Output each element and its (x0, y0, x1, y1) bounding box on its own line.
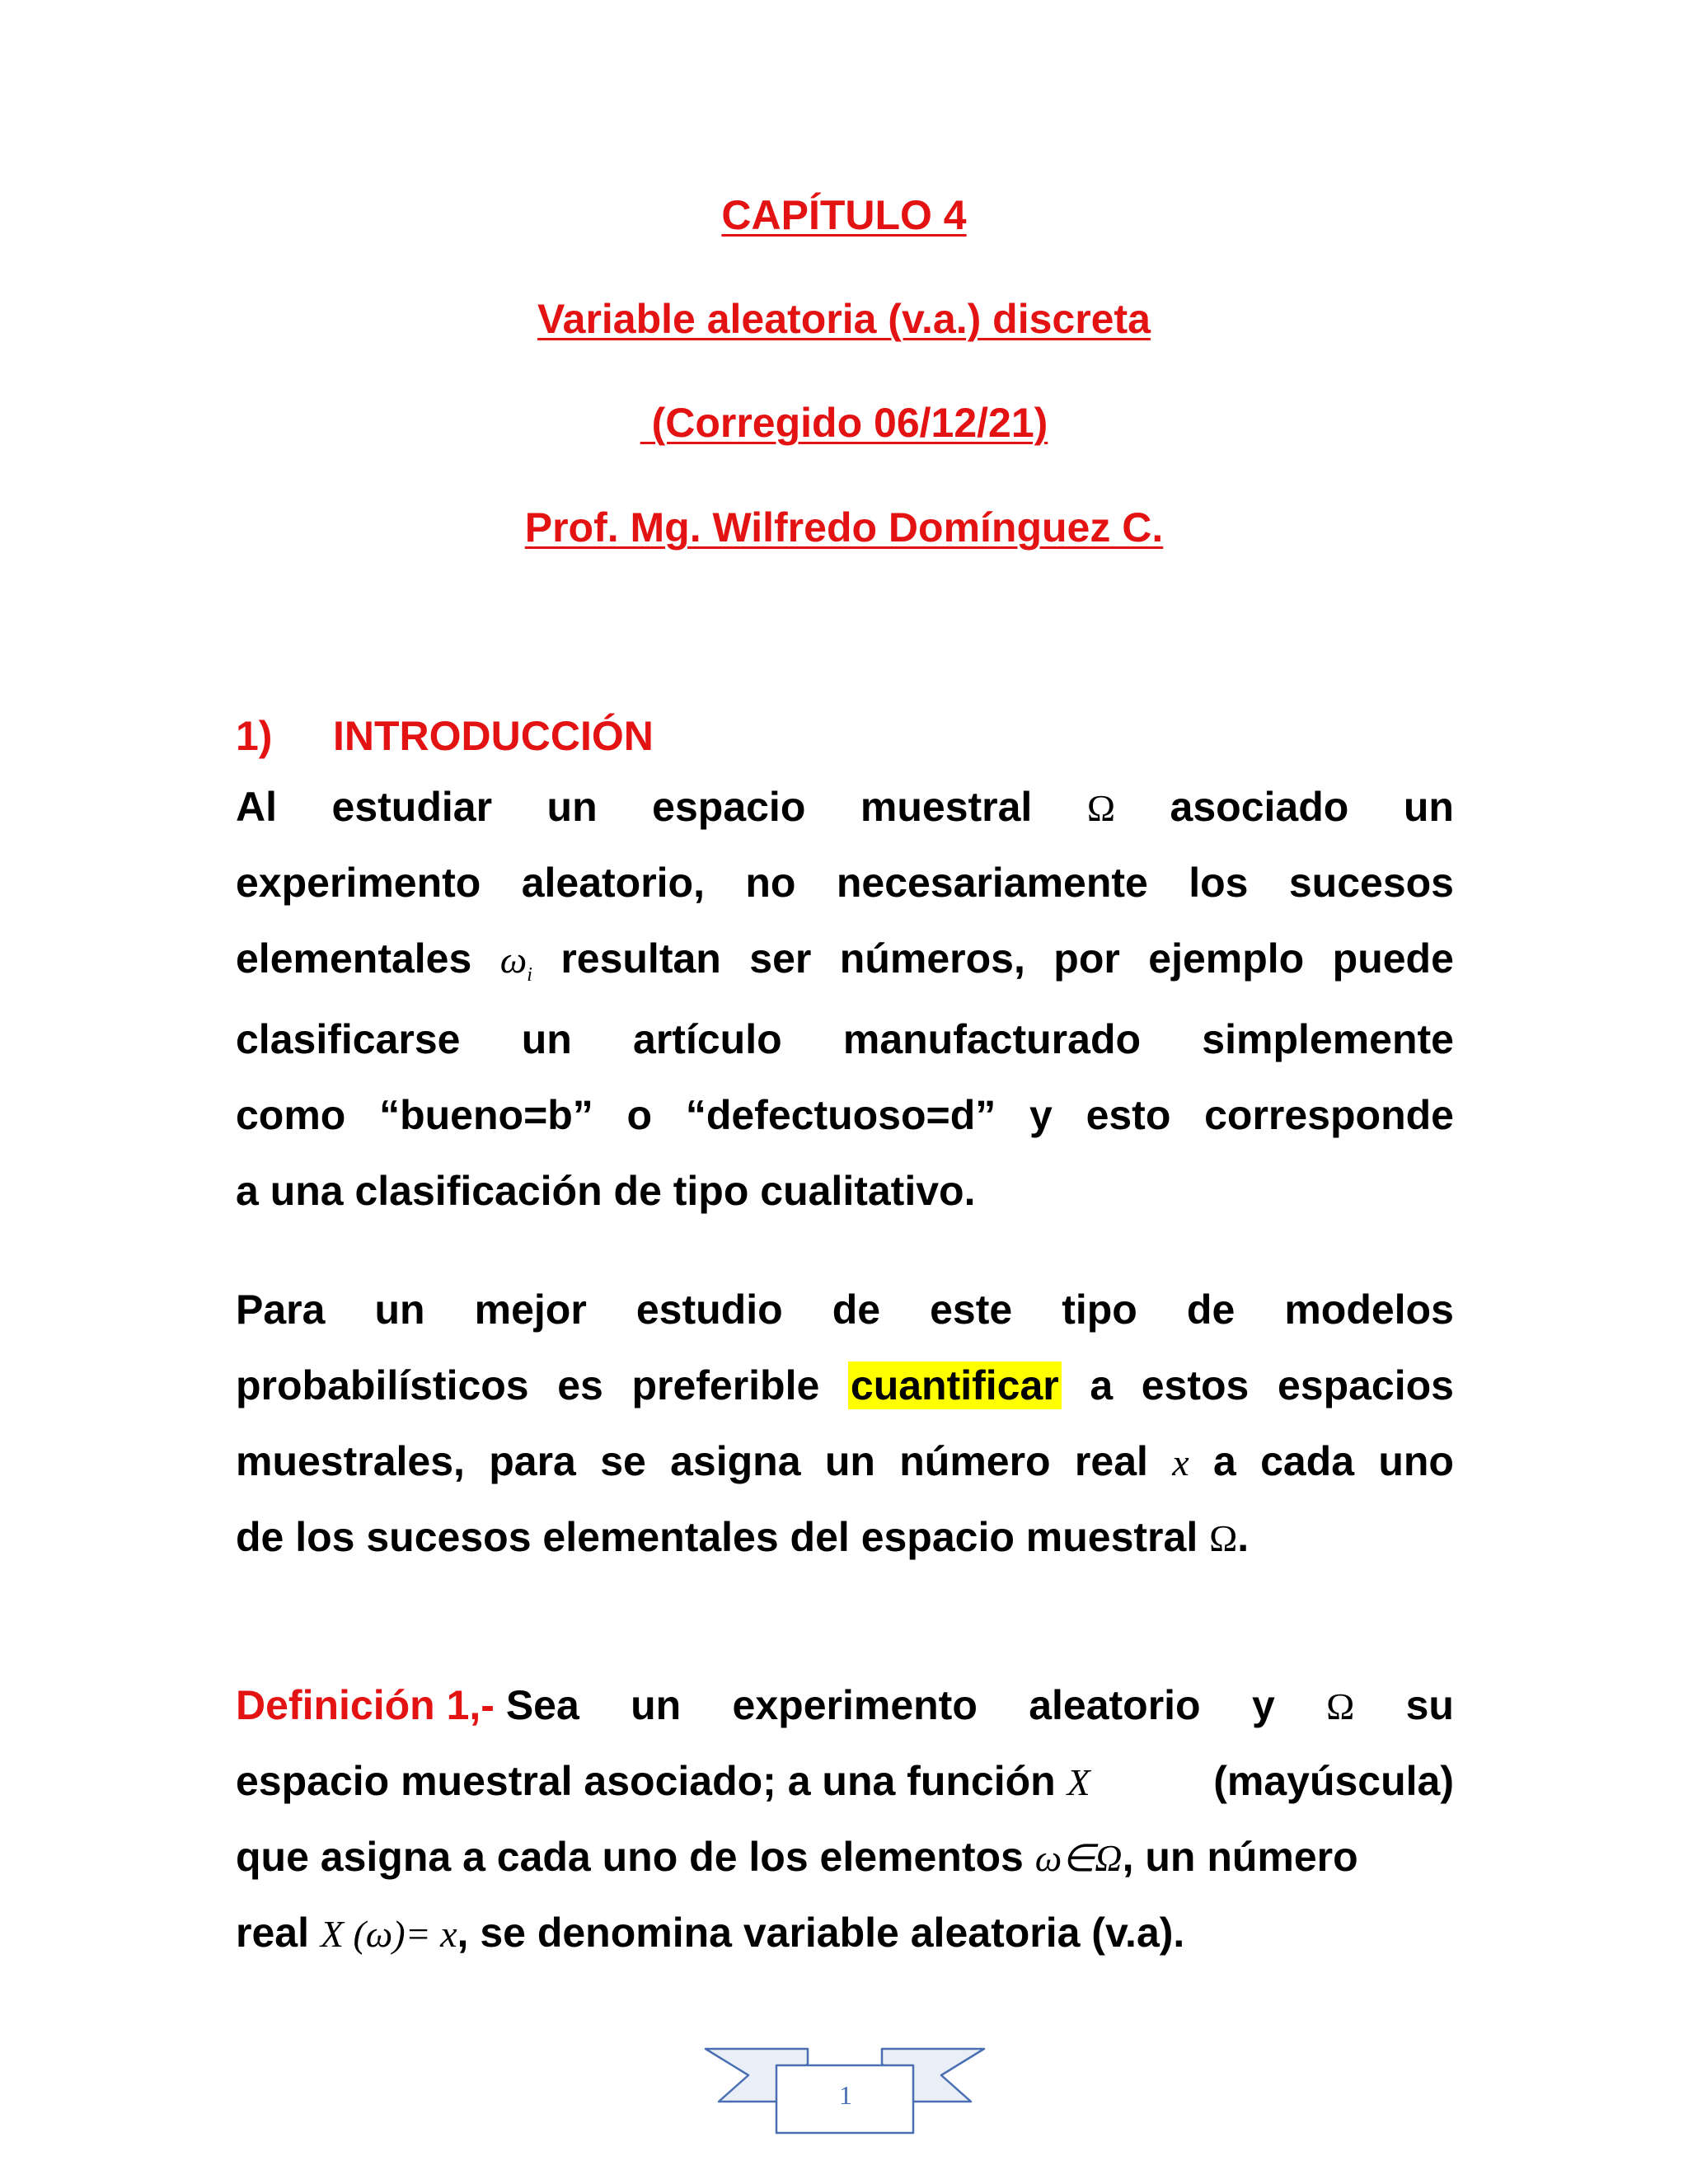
highlighted-word: cuantificar (848, 1361, 1062, 1409)
omega-symbol: Ω (1209, 1517, 1238, 1559)
para2-line-2: probabilísticos es preferible cuantificar a estos espacios (236, 1362, 1454, 1408)
definition-line-3: que asigna a cada uno de los elementos ω∈Ω, un número (236, 1834, 1358, 1880)
section-title: INTRODUCCIÓN (333, 713, 654, 759)
intro-line-3: elementales $\omega_i$ resultan ser números, por ejemplo puede (236, 935, 1454, 986)
intro-line-2: experimento aleatorio, no necesariamente los sucesos (236, 860, 1454, 906)
definition-line-2: espacio muestral asociado; a una función X (mayúscula) (236, 1758, 1454, 1804)
intro-line-6: a una clasificación de tipo cualitativo. (236, 1168, 976, 1214)
page-number: 1 (839, 2080, 852, 2110)
omega-symbol: Ω (1326, 1685, 1355, 1727)
omega-symbol: Ω (1086, 787, 1116, 829)
para2-line-3: muestrales, para se asigna un número real x a cada uno (236, 1438, 1454, 1484)
correction-date: (Corregido 06/12/21) (640, 400, 1048, 446)
para2-line-4: de los sucesos elementales del espacio muestral Ω. (236, 1514, 1250, 1560)
definition-line-1: Definición 1,- Sea un experimento aleatorio y Ω su (236, 1682, 1454, 1728)
definition-line-4: real X (ω)= x, se denomina variable aleatoria (v.a). (236, 1910, 1185, 1956)
intro-line-5: como “bueno=b” o “defectuoso=d” y esto corresponde (236, 1092, 1454, 1138)
author-line: Prof. Mg. Wilfredo Domínguez C. (524, 504, 1164, 551)
definition-label: Definición 1,- (236, 1682, 495, 1728)
omega-i-symbol: $\omega_i$ (499, 939, 532, 986)
intro-line-4: clasificarse un artículo manufacturado simplemente (236, 1016, 1454, 1062)
section-heading (236, 712, 654, 760)
chapter-title: CAPÍTULO 4 (721, 192, 967, 238)
x-symbol: x (1172, 1441, 1189, 1483)
section-number: 1) (236, 713, 273, 759)
function-notation: X (ω)= x (320, 1913, 457, 1955)
chapter-subtitle: Variable aleatoria (v.a.) discreta (537, 296, 1151, 342)
intro-line-1: Al estudiar un espacio muestral Ω asociado un (236, 784, 1454, 830)
para2-line-1: Para un mejor estudio de este tipo de modelos (236, 1286, 1454, 1333)
